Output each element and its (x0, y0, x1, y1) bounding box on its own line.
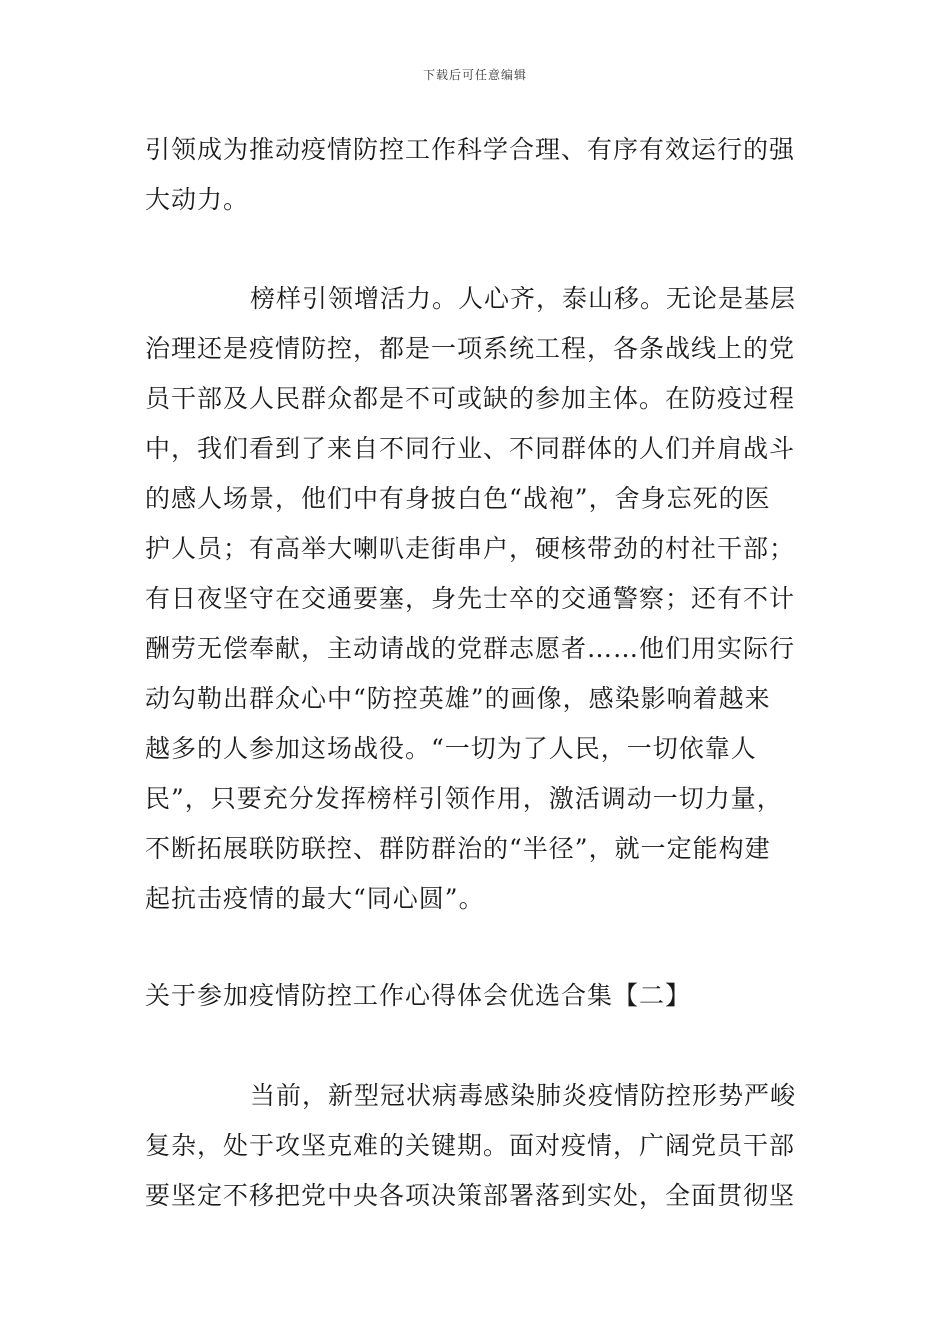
text-line: 治理还是疫情防控，都是一项系统工程，各条战线上的党 (145, 334, 796, 363)
text-line: 有日夜坚守在交通要塞，身先士卒的交通警察；还有不计 (145, 584, 796, 613)
page-header: 下载后可任意编辑 (422, 68, 527, 82)
text-line: 中，我们看到了来自不同行业、不同群体的人们并肩战斗 (145, 434, 796, 463)
text-line: 护人员；有高举大喇叭走街串户，硬核带劲的村社干部； (145, 534, 796, 563)
text-line: 当前，新型冠状病毒感染肺炎疫情防控形势严峻 (250, 1081, 797, 1110)
text-line: 复杂，处于攻坚克难的关键期。面对疫情，广阔党员干部 (145, 1131, 796, 1160)
text-line: 要坚定不移把党中央各项决策部署落到实处，全面贯彻坚 (145, 1181, 796, 1210)
paragraph-1 (145, 125, 810, 225)
text-line: 越多的人参加这场战役。“一切为了人民，一切依靠人 (145, 734, 757, 763)
text-line: 民”，只要充分发挥榜样引领作用，激活调动一切力量， (145, 784, 783, 813)
text-line: 大动力。 (145, 185, 250, 214)
paragraph-3 (145, 1071, 810, 1221)
paragraph-2 (145, 274, 810, 924)
text-line: 员干部及人民群众都是不可或缺的参加主体。在防疫过程 (145, 384, 796, 413)
section-heading (145, 971, 810, 1021)
text-line: 起抗击疫情的最大“同心圆”。 (145, 884, 485, 913)
text-line: 的感人场景，他们中有身披白色“战袍”，舍身忘死的医 (145, 484, 771, 513)
text-line: 引领成为推动疫情防控工作科学合理、有序有效运行的强 (145, 135, 796, 164)
text-line: 榜样引领增活力。人心齐，泰山移。无论是基层 (250, 284, 797, 313)
heading-text: 关于参加疫情防控工作心得体会优选合集【二】 (145, 981, 692, 1010)
text-line: 不断拓展联防联控、群防群治的“半径”，就一定能构建 (145, 834, 771, 863)
text-line: 酬劳无偿奉献，主动请战的党群志愿者……他们用实际行 (145, 634, 796, 663)
text-line: 动勾勒出群众心中“防控英雄”的画像，感染影响着越来 (145, 684, 771, 713)
